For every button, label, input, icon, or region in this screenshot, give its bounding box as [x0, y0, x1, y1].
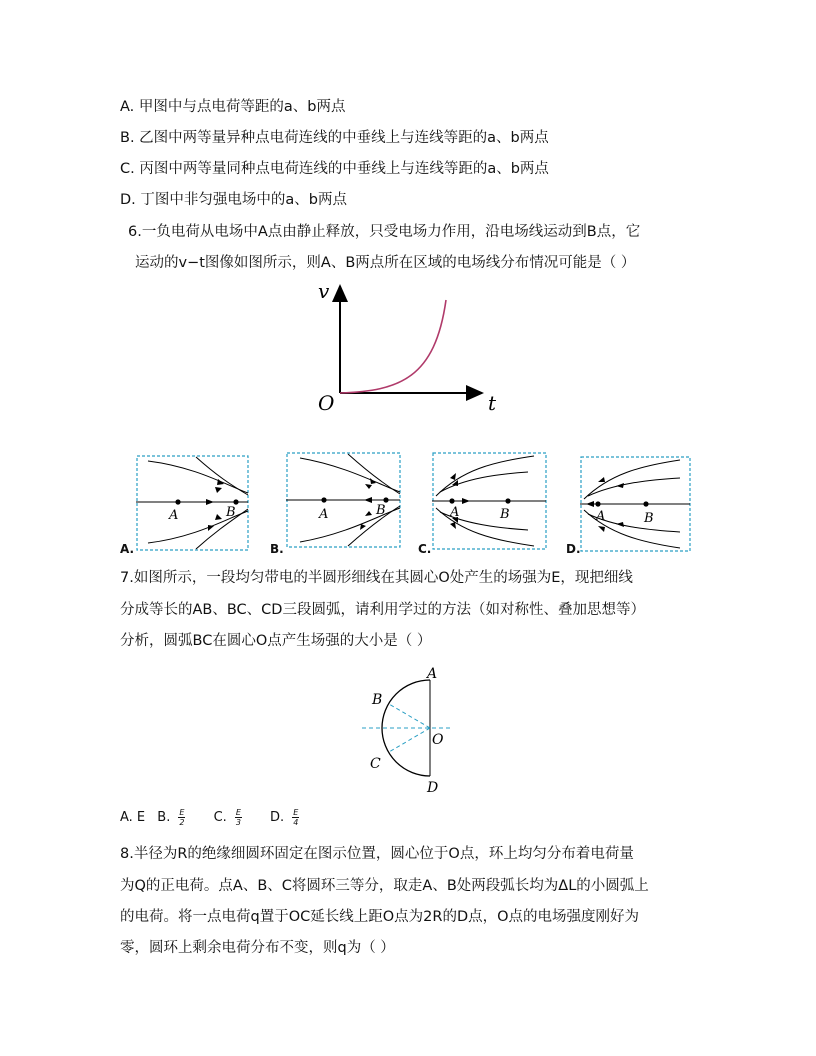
- q5-option-a: A. 甲图中与点电荷等距的a、b两点: [120, 99, 346, 115]
- point-b-label: B: [500, 507, 510, 522]
- q8-stem-line4: 零，圆环上剩余电荷分布不变，则q为（ ）: [120, 940, 395, 956]
- point-b-label: B: [644, 511, 654, 526]
- q7-option-d: D. $\frac{E}{4}$: [270, 810, 315, 825]
- label-b: B: [372, 692, 383, 708]
- label-o: O: [432, 732, 444, 748]
- fraction: $\frac{E}{2}$: [179, 808, 185, 827]
- figure-option-d-label: D.: [566, 542, 581, 556]
- label-a: A: [427, 666, 438, 682]
- q5-option-b: B. 乙图中两等量异种点电荷连线的中垂线上与连线等距的a、b两点: [120, 130, 549, 146]
- point-a-label: A: [596, 509, 606, 524]
- vt-graph: [310, 278, 510, 418]
- q6-stem-line2: 运动的v−t图像如图所示，则A、B两点所在区域的电场线分布情况可能是（ ）: [135, 255, 636, 271]
- oc-dashed-line: [389, 728, 430, 752]
- point-a-label: A: [169, 508, 179, 523]
- fraction: $\frac{E}{4}$: [293, 808, 299, 827]
- v-axis-label: v: [318, 279, 330, 303]
- point-b-label: B: [376, 503, 386, 518]
- figure-option-b-label: B.: [270, 542, 284, 556]
- q8-stem-line1: 8.半径为R的绝缘细圆环固定在图示位置，圆心位于O点，环上均匀分布着电荷量: [120, 846, 634, 862]
- label-c: C: [370, 756, 381, 772]
- q7-option-b: B. $\frac{E}{2}$: [157, 810, 201, 825]
- t-axis-label: t: [488, 391, 497, 415]
- q7-options: [120, 808, 323, 827]
- q5-option-c: C. 丙图中两等量同种点电荷连线的中垂线上与连线等距的a、b两点: [120, 161, 549, 177]
- q7-option-a: A. E: [120, 810, 146, 825]
- q7-stem-line2: 分成等长的AB、BC、CD三段圆弧，请利用学过的方法（如对称性、叠加思想等）: [120, 602, 645, 618]
- q8-stem-line2: 为Q的正电荷。点A、B、C将圆环三等分，取走A、B处两段弧长均为ΔL的小圆弧上: [120, 878, 649, 894]
- point-b-label: B: [226, 505, 236, 520]
- q8-stem-line3: 的电荷。将一点电荷q置于OC延长线上距O点为2R的D点，O点的电场强度刚好为: [120, 909, 640, 925]
- label-d: D: [427, 780, 439, 796]
- point-a-label: A: [319, 507, 329, 522]
- field-figure-c: [432, 452, 548, 552]
- origin-label: O: [318, 391, 335, 415]
- point-a-label: A: [450, 505, 460, 520]
- q6-stem-line1: 6.一负电荷从电场中A点由静止释放，只受电场力作用，沿电场线运动到B点，它: [128, 224, 641, 240]
- field-figure-a: [136, 455, 250, 553]
- q7-stem-line3: 分析，圆弧BC在圆心O点产生场强的大小是（ ）: [120, 633, 432, 649]
- field-figure-b: [286, 452, 402, 550]
- fraction: $\frac{E}{3}$: [235, 808, 241, 827]
- ob-dashed-line: [389, 704, 430, 728]
- figure-option-c-label: C.: [418, 542, 432, 556]
- q5-option-d: D. 丁图中非匀强电场中的a、b两点: [120, 192, 347, 208]
- semicircle-figure: [360, 664, 470, 798]
- figure-option-a-label: A.: [120, 542, 135, 556]
- vt-curve: [340, 300, 446, 393]
- field-figure-d: [580, 456, 692, 554]
- q7-option-c: C. $\frac{E}{3}$: [214, 810, 258, 825]
- q7-stem-line1: 7.如图所示，一段均匀带电的半圆形细线在其圆心O处产生的场强为E，现把细线: [120, 570, 633, 586]
